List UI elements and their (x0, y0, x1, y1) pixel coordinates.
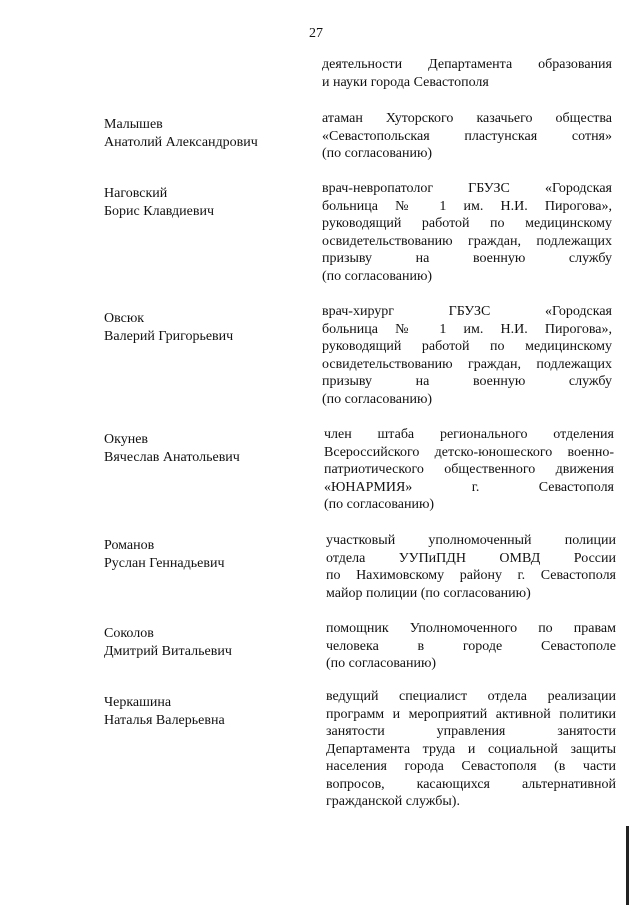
person-name (104, 116, 304, 151)
position-line: больница № 1 им. Н.И. Пирогова», (322, 321, 612, 337)
position-line: вопросов, касающихся альтернативной (326, 776, 616, 792)
position-line: освидетельствованию граждан, подлежащих (322, 356, 612, 372)
given-names: Вячеслав Анатольевич (104, 449, 240, 465)
position-line: и науки города Севастополя (322, 74, 489, 90)
position-line: патриотического общественного движения (324, 462, 614, 477)
given-names: Анатолий Александрович (104, 134, 258, 150)
position-line: (по согласованию) (326, 656, 437, 671)
position-description (322, 110, 612, 163)
scan-edge-mark (626, 826, 629, 905)
position-line: руководящий работой по медицинскому (322, 339, 612, 354)
position-line: врач-невропатолог ГБУЗС «Городская (322, 181, 612, 196)
person-name (104, 310, 304, 345)
surname: Окунев (104, 432, 149, 447)
page-number: 27 (309, 26, 323, 41)
position-line: Департамента труда и социальной защиты (326, 741, 616, 757)
surname: Малышев (104, 117, 163, 132)
position-line: (по согласованию) (324, 497, 435, 512)
surname: Наговский (104, 186, 168, 201)
surname: Соколов (104, 626, 154, 641)
position-line: занятости управления занятости (326, 724, 616, 739)
position-description (326, 532, 616, 602)
position-line: больница № 1 им. Н.И. Пирогова», (322, 198, 612, 214)
position-line: врач-хирург ГБУЗС «Городская (322, 304, 612, 319)
position-line: призыву на военную службу (322, 251, 612, 266)
position-line: «Севастопольская пластунская сотня» (322, 128, 612, 144)
position-line: майор полиции (по согласованию) (326, 585, 531, 601)
position-line: ведущий специалист отдела реализации (326, 689, 616, 704)
position-line: гражданской службы). (326, 794, 460, 809)
surname: Овсюк (104, 311, 145, 326)
person-name (104, 694, 304, 729)
person-name (104, 625, 304, 660)
position-description (324, 426, 614, 514)
given-names: Борис Клавдиевич (104, 203, 215, 219)
position-description (326, 620, 616, 673)
position-line: (по согласованию) (322, 268, 433, 284)
person-name (104, 431, 304, 466)
surname: Романов (104, 538, 155, 553)
position-line: отдела УУПиПДН ОМВД России (326, 550, 616, 566)
position-line: атаман Хуторского казачьего общества (322, 111, 612, 126)
given-names: Наталья Валерьевна (104, 712, 225, 728)
position-line: (по согласованию) (322, 391, 433, 407)
position-line: (по согласованию) (322, 146, 433, 161)
position-line: деятельности Департамента образования (322, 57, 612, 72)
position-line: руководящий работой по медицинскому (322, 216, 612, 231)
position-line: член штаба регионального отделения (324, 427, 614, 442)
position-line: «ЮНАРМИЯ» г. Севастополя (324, 479, 614, 495)
position-description (322, 56, 612, 91)
position-line: населения города Севастополя (в части (326, 759, 616, 774)
position-line: призыву на военную службу (322, 374, 612, 389)
position-line: участковый уполномоченный полиции (326, 533, 616, 548)
given-names: Дмитрий Витальевич (104, 643, 232, 659)
position-line: освидетельствованию граждан, подлежащих (322, 233, 612, 249)
position-description (322, 303, 612, 408)
position-line: программ и мероприятий активной политики (326, 706, 616, 722)
position-description (322, 180, 612, 285)
position-line: человека в городе Севастополе (326, 638, 616, 654)
position-line: Всероссийского детско-юношеского военно- (324, 444, 614, 460)
person-name (104, 185, 304, 220)
given-names: Валерий Григорьевич (104, 328, 234, 344)
given-names: Руслан Геннадьевич (104, 555, 225, 571)
surname: Черкашина (104, 695, 172, 710)
person-name (104, 537, 304, 572)
position-line: помощник Уполномоченного по правам (326, 621, 616, 636)
position-description (326, 688, 616, 811)
position-line: по Нахимовскому району г. Севастополя (326, 568, 616, 583)
